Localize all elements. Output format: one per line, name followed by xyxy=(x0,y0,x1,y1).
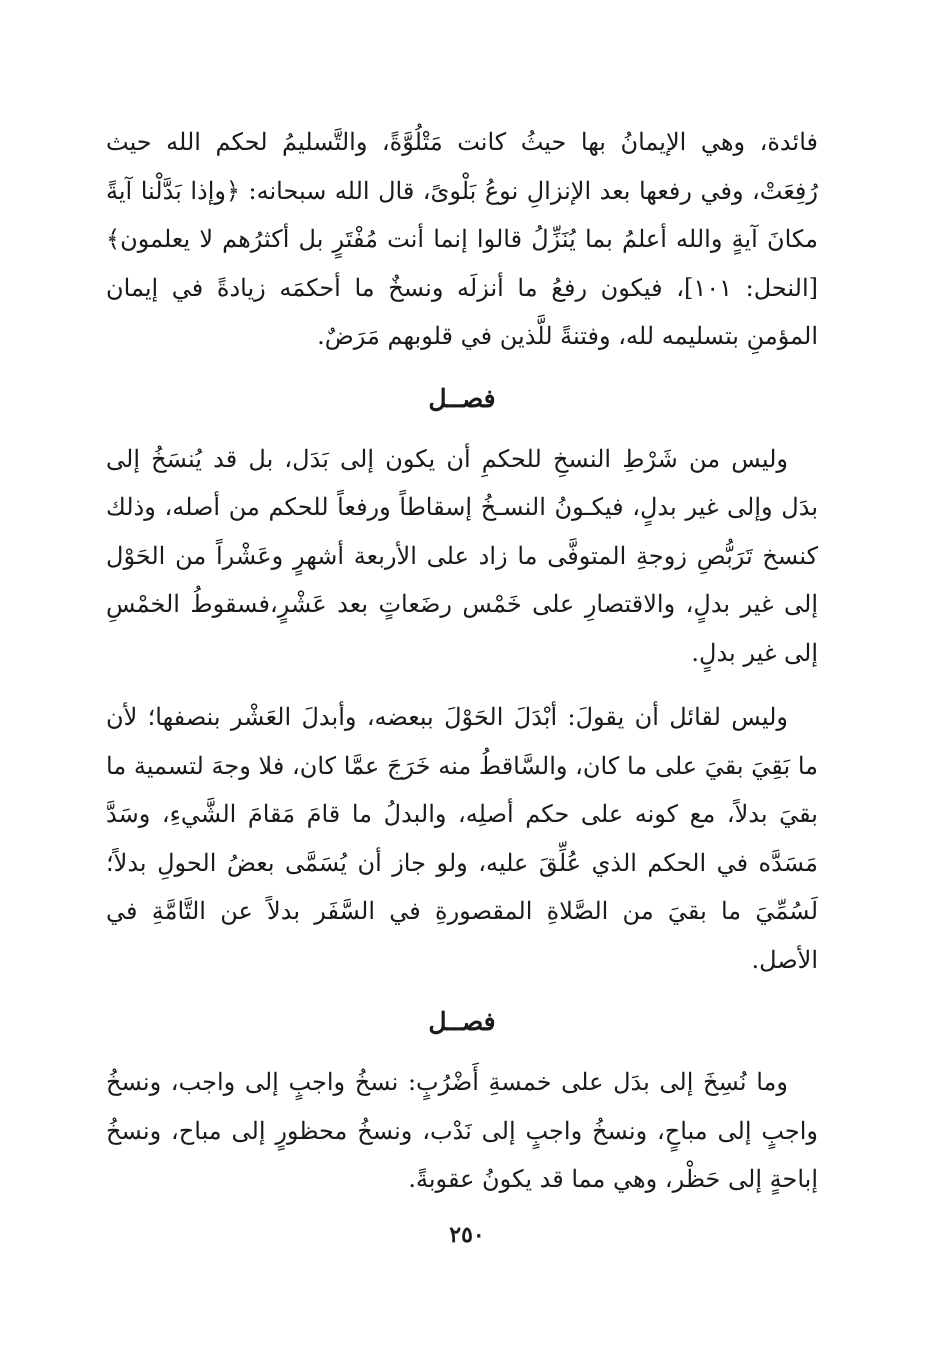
page-number: ٢٥٠ xyxy=(449,1222,485,1248)
section1-paragraph-2: وليس لقائل أن يقولَ: أبْدَلَ الحَوْلَ ببعضه، وأبدلَ العَشْر بنصفها؛ لأن ما بَقِيَ بقيَ على ما كان، والسَّاقطُ منه خَرَجَ عمَّا كان، فلا وجهَ لتسمية ما بقيَ بدلاً، مع كونه على حكم أصلِه، والبدلُ ما قامَ مَقامَ الشَّيءِ، وسَدَّ مَسَدَّه في الحكم الذي عُلِّقَ عليه، ولو جاز أن يُسَمَّى بعضُ الحولِ بدلاً؛ لَسُمِّيَ ما بقيَ من الصَّلاةِ المقصورةِ في السَّفَر بدلاً عن التَّامَّةِ في الأصل. xyxy=(106,703,818,974)
section2-paragraph-1: وما نُسِخَ إلى بدَل على خمسةِ أَضْرُبٍ: نسخُ واجبٍ إلى واجب، ونسخُ واجبٍ إلى مباحٍ، ونسخُ واجبٍ إلى نَدْب، ونسخُ محظورٍ إلى مباح، ونسخُ إباحةٍ إلى حَظْر، وهي مما قد يكونُ عقوبةً. xyxy=(106,1068,818,1193)
paragraph-gap xyxy=(106,677,818,693)
section-heading-2: فصــل xyxy=(428,1007,496,1036)
intro-paragraph: فائدة، وهي الإيمانُ بها حيثُ كانت مَتْلُوَّةً، والتَّسليمُ لحكم الله حيث رُفِعَتْ، وفي رفعها بعد الإنزالِ نوعُ بَلْوىً، قال الله سبحانه: ﴿وإذا بَدَّلْنا آيةً مكانَ آيةٍ والله أعلمُ بما يُنَزِّلُ قالوا إنما أنت مُفْتَرٍ بل أكثرُهم لا يعلمون﴾ [النحل: ١٠١]، فيكون رفعُ ما أنزلَه ونسخٌ ما أحكمَه زيادةً في إيمان المؤمنِ بتسليمه لله، وفتنةً للَّذين في قلوبهم مَرَضٌ. xyxy=(106,128,819,350)
section-heading-1: فصــل xyxy=(428,383,496,413)
page-body xyxy=(106,118,818,1204)
section1-paragraph-1: وليس من شَرْطِ النسخِ للحكمِ أن يكون إلى بَدَل، بل قد يُنسَخُ إلى بدَل وإلى غير بدلٍ، فيكـونُ النسـخُ إسقاطاً ورفعاً للحكم من أصله، وذلك كنسخ تَرَبُّصِ زوجةِ المتوفَّى ما زاد على الأربعة أشهرٍ وعَشْراً من الحَوْل إلى غير بدلٍ، والاقتصارِ على خَمْس رضَعاتٍ بعد عَشْرٍ،فسقوطُ الخمْسِ إلى غير بدلٍ. xyxy=(106,444,818,667)
